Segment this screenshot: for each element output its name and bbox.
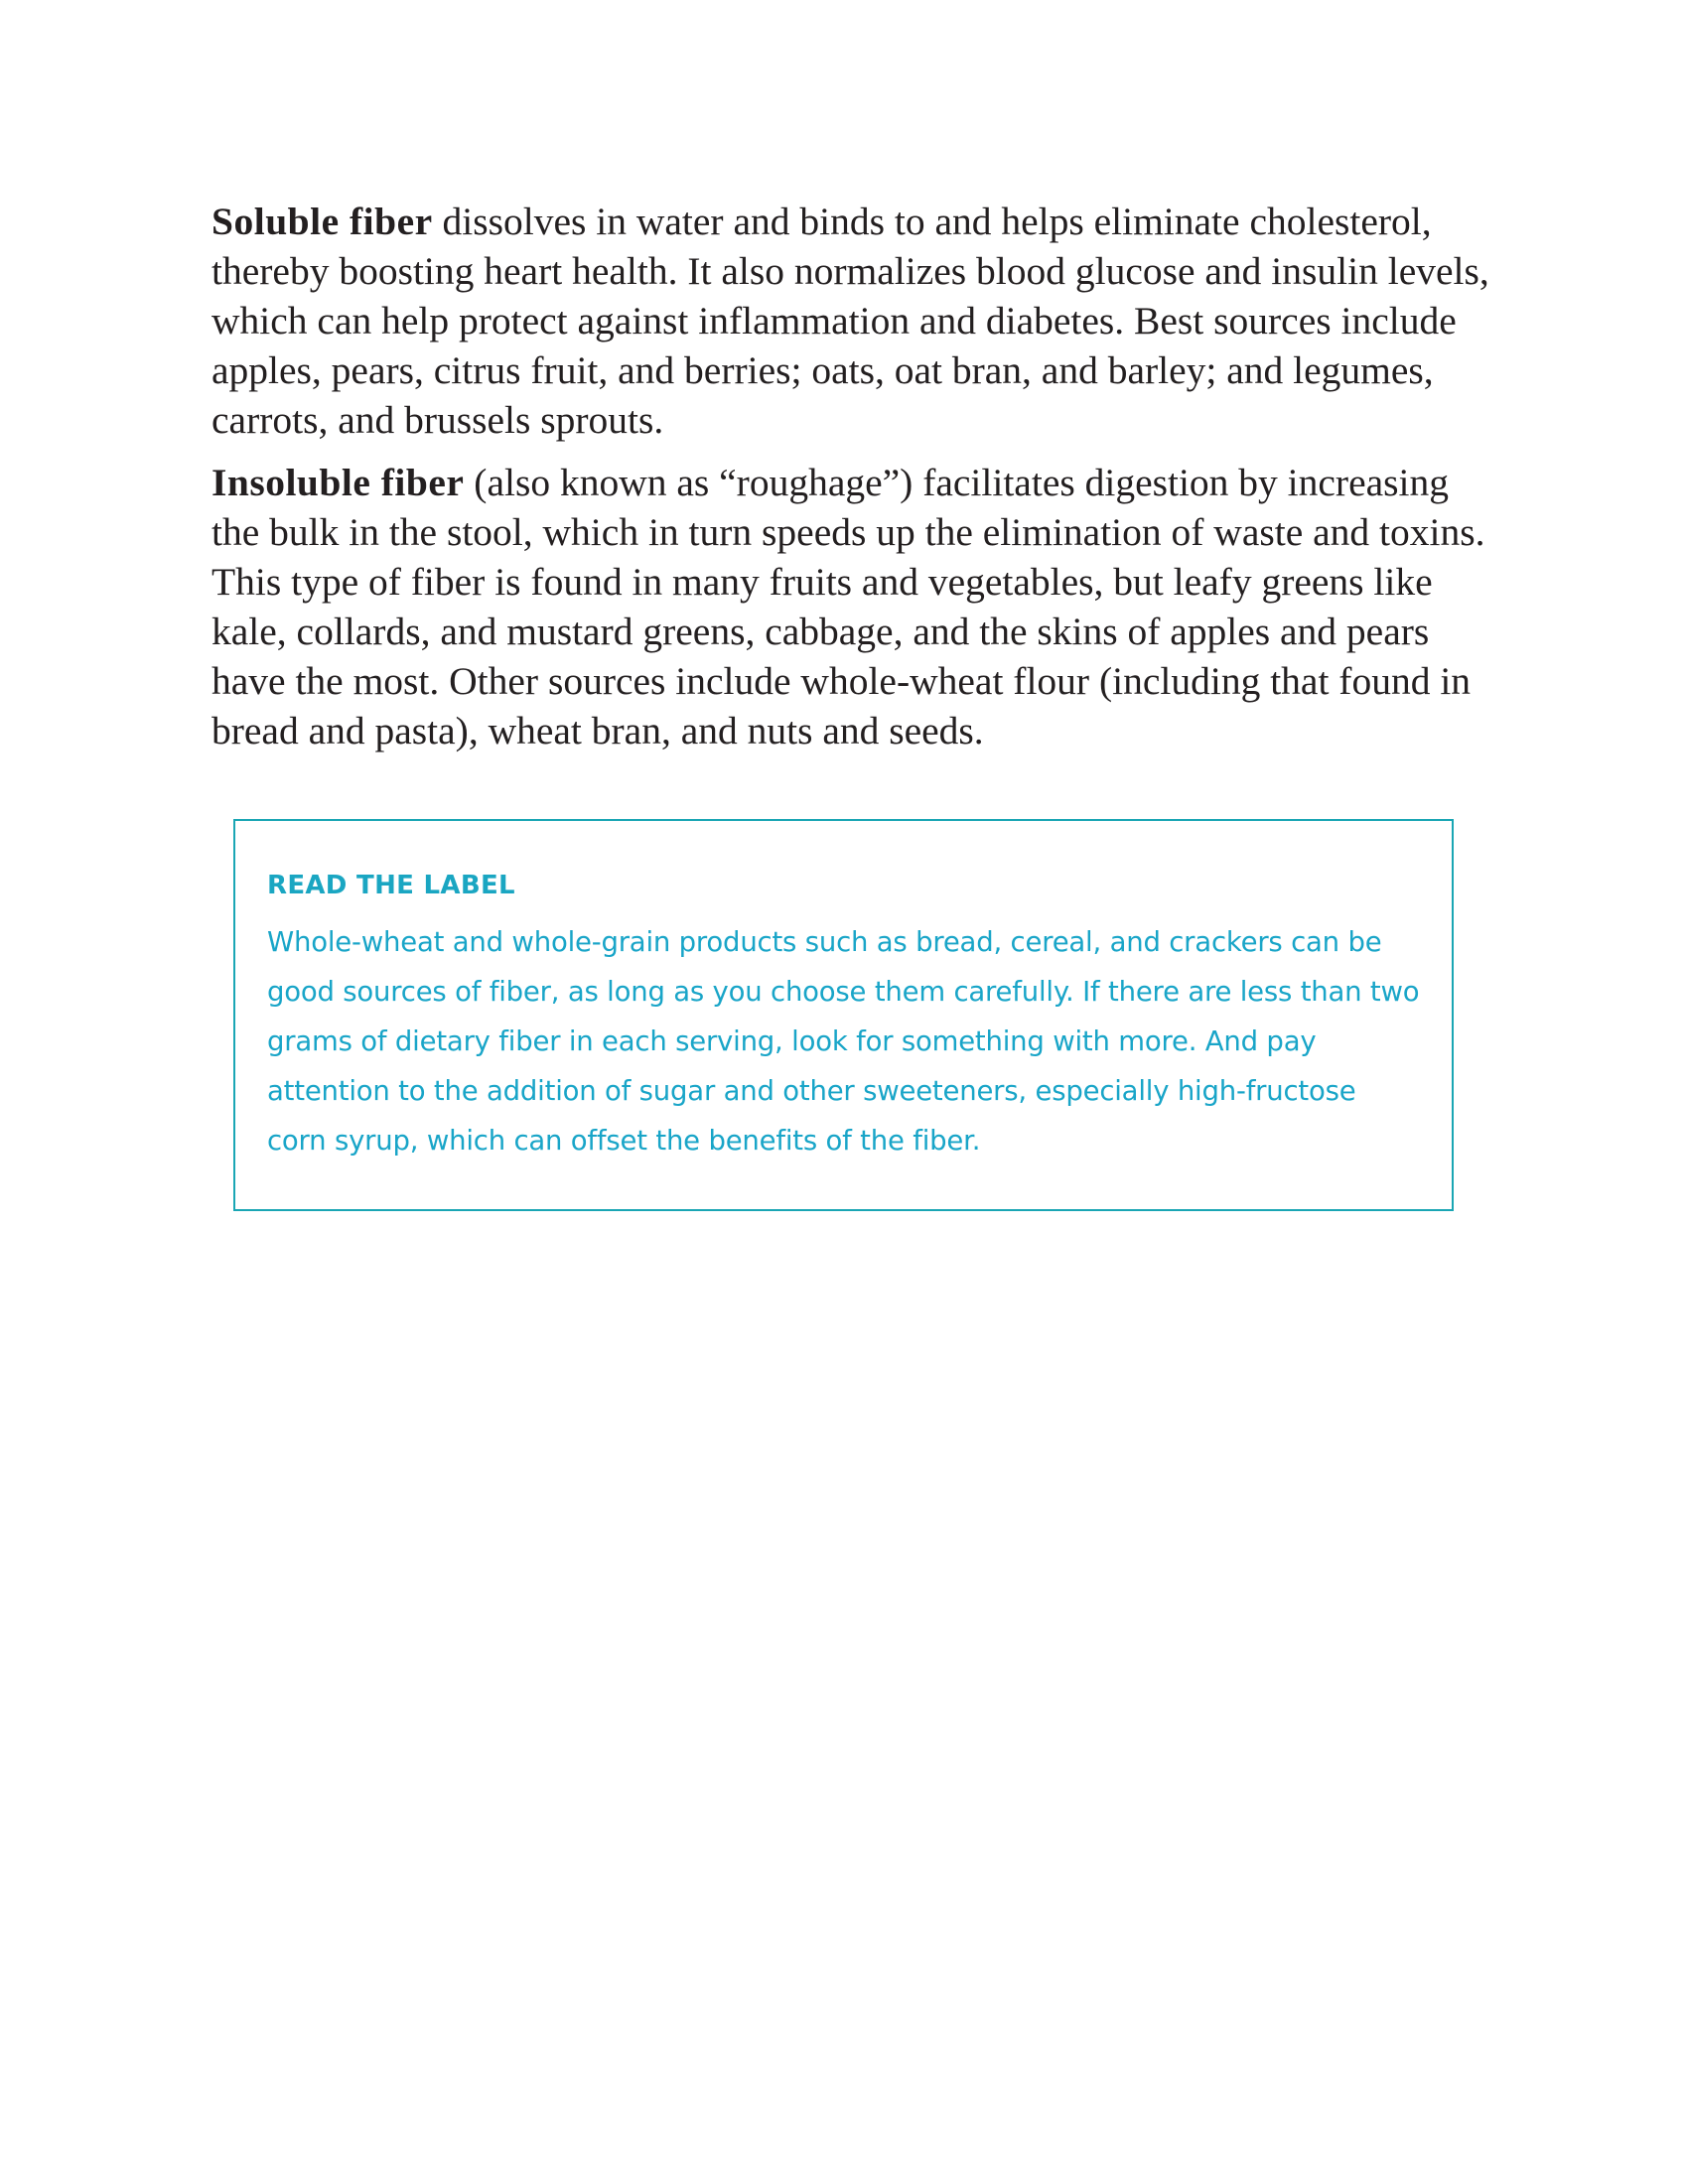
callout-body: Whole-wheat and whole-grain products such as bread, cereal, and crackers can be good sources of fiber, as long as you choose them carefully. If there are less than two grams of dietary fiber in each serving, look for something with more. And pay attention to the addition of sugar and other sweeteners, especially high-fructose corn syrup, which can offset the benefits of the fiber. (267, 926, 1420, 1157)
term-insoluble-fiber: Insoluble fiber (211, 461, 465, 504)
paragraph-text: (also known as “roughage”) facilitates digestion by increasing the bulk in the stool, which in turn speeds up the elimination of waste and toxins. This type of fiber is found in many fruits and vegetables, but leafy greens like kale, collards, and mustard greens, cabbage, and the skins of apples and pears have the most. Other sources include whole-wheat flour (including that found in bread and pasta), wheat bran, and nuts and seeds. (211, 461, 1485, 752)
paragraph-insoluble-fiber (211, 458, 1492, 755)
callout-title: READ THE LABEL (267, 871, 515, 900)
term-soluble-fiber: Soluble fiber (211, 200, 433, 243)
read-the-label-callout-box (233, 819, 1454, 1211)
paragraph-soluble-fiber (211, 197, 1492, 445)
paragraph-text: dissolves in water and binds to and helps eliminate cholesterol, thereby boosting heart health. It also normalizes blood glucose and insulin levels, which can help protect against inflammation and diabetes. Best sources include apples, pears, citrus fruit, and berries; oats, oat bran, and barley; and legumes, carrots, and brussels sprouts. (211, 200, 1489, 442)
body-text (211, 197, 1492, 768)
